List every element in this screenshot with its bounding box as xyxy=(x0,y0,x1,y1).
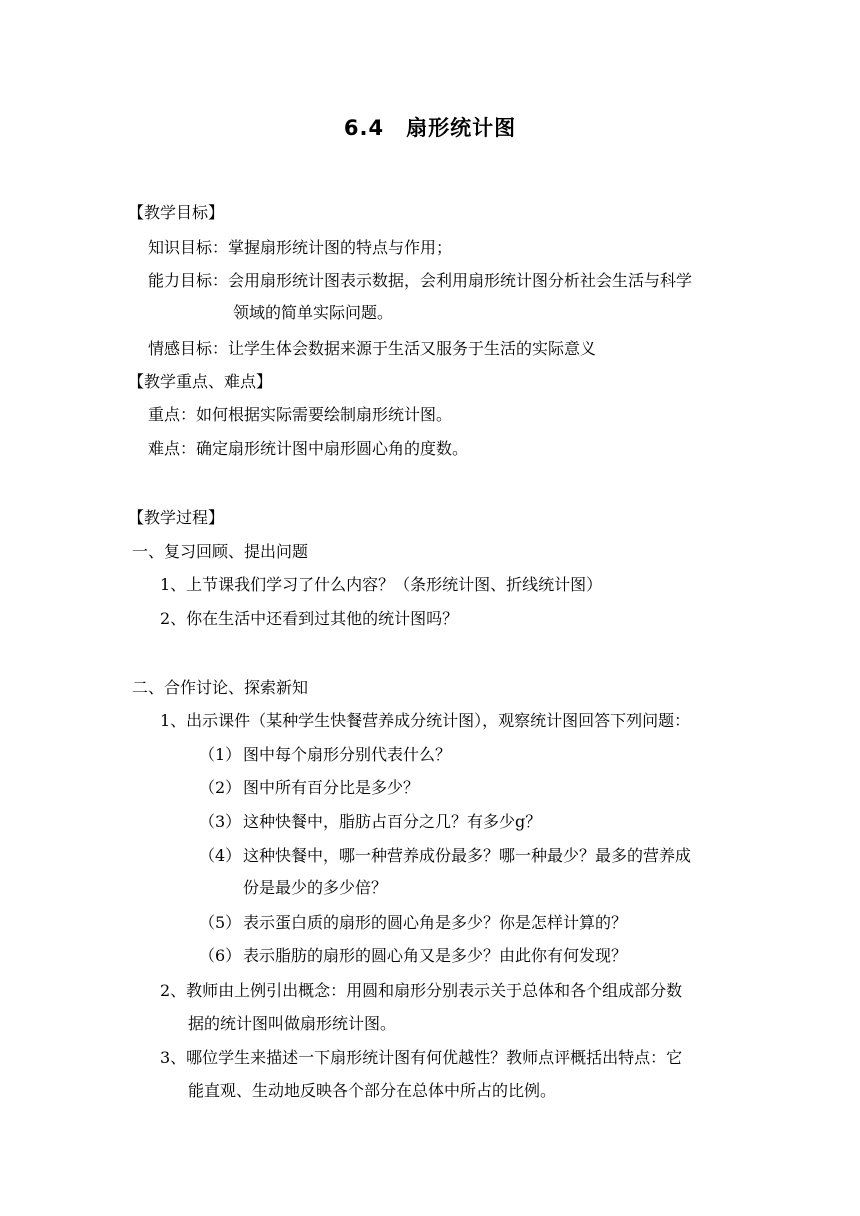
question-text: 表示蛋白质的扇形的圆心角是多少？你是怎样计算的？ xyxy=(243,913,628,932)
part1-title: 一、复习回顾、提出问题 xyxy=(132,542,309,561)
part1-item1: 1、上节课我们学习了什么内容？（条形统计图、折线统计图） xyxy=(160,575,603,594)
question-label: （2） xyxy=(199,778,242,797)
part2-title: 二、合作讨论、探索新知 xyxy=(132,678,309,697)
page-title xyxy=(0,112,860,142)
question-text: 图中所有百分比是多少？ xyxy=(243,778,420,797)
keypoints-heading: 【教学重点、难点】 xyxy=(128,372,273,391)
question-label: （6） xyxy=(199,946,242,965)
question-label: （1） xyxy=(199,745,242,764)
question-label: （3） xyxy=(199,812,242,831)
part1-item2: 2、你在生活中还看到过其他的统计图吗？ xyxy=(160,609,459,628)
question-4-continued: 份是最少的多少倍？ xyxy=(243,878,388,897)
section-number: 6.4 xyxy=(343,116,385,140)
part2-item3-line1: 3、哪位学生来描述一下扇形统计图有何优越性？教师点评概括出特点：它 xyxy=(160,1048,683,1067)
question-label: （4） xyxy=(199,846,242,865)
goals-heading: 【教学目标】 xyxy=(128,203,225,222)
part2-item1: 1、出示课件（某种学生快餐营养成分统计图），观察统计图回答下列问题： xyxy=(160,711,691,730)
part2-item2-line2: 据的统计图叫做扇形统计图。 xyxy=(188,1014,397,1033)
question-1 xyxy=(199,743,451,767)
question-6 xyxy=(199,944,627,968)
question-text: 图中每个扇形分别代表什么？ xyxy=(243,745,452,764)
question-2 xyxy=(199,776,419,800)
question-text: 表示脂肪的扇形的圆心角又是多少？由此你有何发现？ xyxy=(243,946,628,965)
section-title: 扇形统计图 xyxy=(406,116,517,140)
question-label: （5） xyxy=(199,913,242,932)
process-heading: 【教学过程】 xyxy=(128,508,225,527)
question-4 xyxy=(199,844,691,868)
ability-goal-line1: 能力目标：会用扇形统计图表示数据，会利用扇形统计图分析社会生活与科学 xyxy=(148,271,693,290)
question-3 xyxy=(199,810,541,834)
knowledge-goal: 知识目标：掌握扇形统计图的特点与作用； xyxy=(148,238,453,257)
question-text: 这种快餐中，脂肪占百分之几？有多少g？ xyxy=(243,812,542,831)
ability-goal-line2: 领域的简单实际问题。 xyxy=(233,303,394,322)
emotion-goal: 情感目标：让学生体会数据来源于生活又服务于生活的实际意义 xyxy=(148,339,597,358)
focus-point: 重点：如何根据实际需要绘制扇形统计图。 xyxy=(148,405,453,424)
question-text: 这种快餐中，哪一种营养成份最多？哪一种最少？最多的营养成 xyxy=(243,846,692,865)
part2-item2-line1: 2、教师由上例引出概念：用圆和扇形分别表示关于总体和各个组成部分数 xyxy=(160,981,683,1000)
part2-item3-line2: 能直观、生动地反映各个部分在总体中所占的比例。 xyxy=(188,1081,557,1100)
difficulty-point: 难点：确定扇形统计图中扇形圆心角的度数。 xyxy=(148,439,469,458)
question-5 xyxy=(199,911,627,935)
